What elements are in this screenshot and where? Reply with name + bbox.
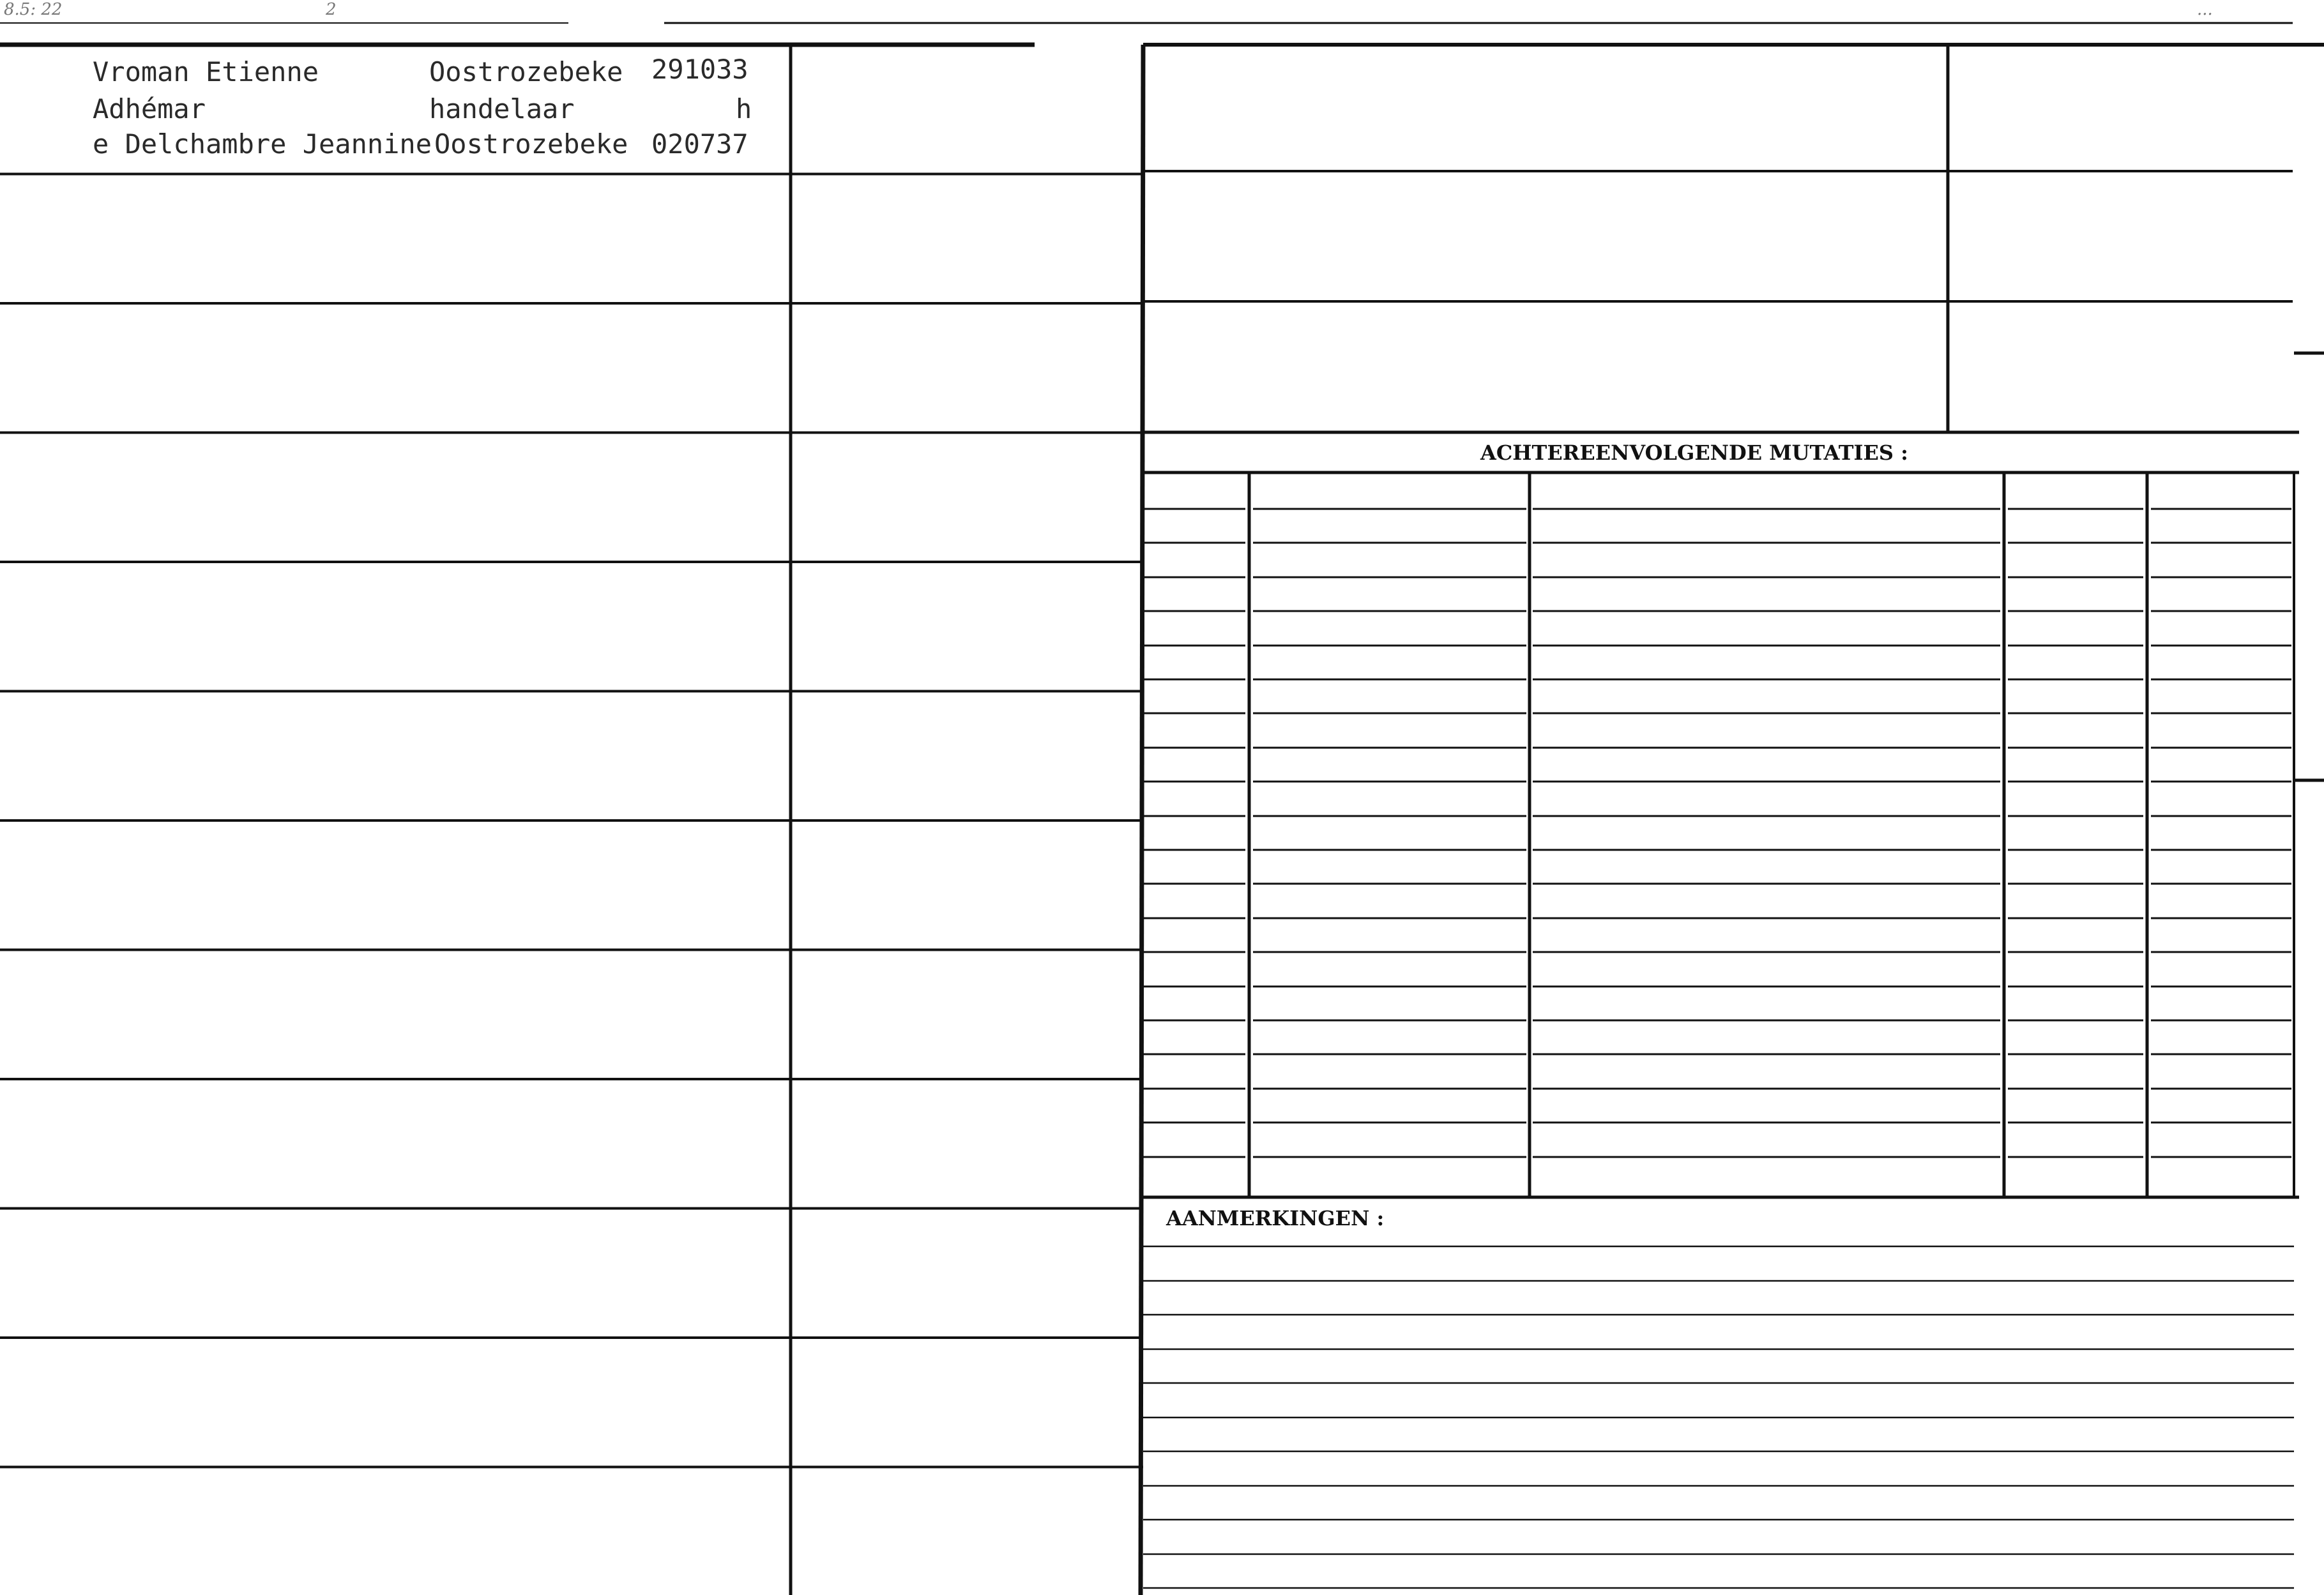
record-line3-place: Oostrozebeke: [434, 128, 628, 160]
record-line2-name: Adhémar: [93, 93, 206, 125]
header-fragment-middle: 2: [326, 0, 337, 19]
mutation-row-lines: [1143, 509, 2291, 1157]
record-line3-date: 020737: [651, 128, 748, 160]
record-line1-place: Oostrozebeke: [429, 56, 623, 87]
header-fragment-left: 8.5: 22: [4, 0, 63, 19]
mutations-heading: ACHTEREENVOLGENDE MUTATIES :: [1480, 441, 1908, 465]
remark-row-lines: [1143, 1246, 2294, 1588]
left-row-lines: [0, 174, 1143, 1467]
record-line3-name: e Delchambre Jeannine: [93, 128, 432, 160]
record-line1-date: 291033: [651, 54, 748, 85]
record-line2-code: h: [736, 93, 752, 125]
remarks-heading: AANMERKINGEN :: [1166, 1206, 1385, 1230]
header-fragment-right: ...: [2197, 0, 2213, 19]
record-line1-name: Vroman Etienne: [93, 56, 319, 87]
record-line2-occupation: handelaar: [429, 93, 575, 125]
